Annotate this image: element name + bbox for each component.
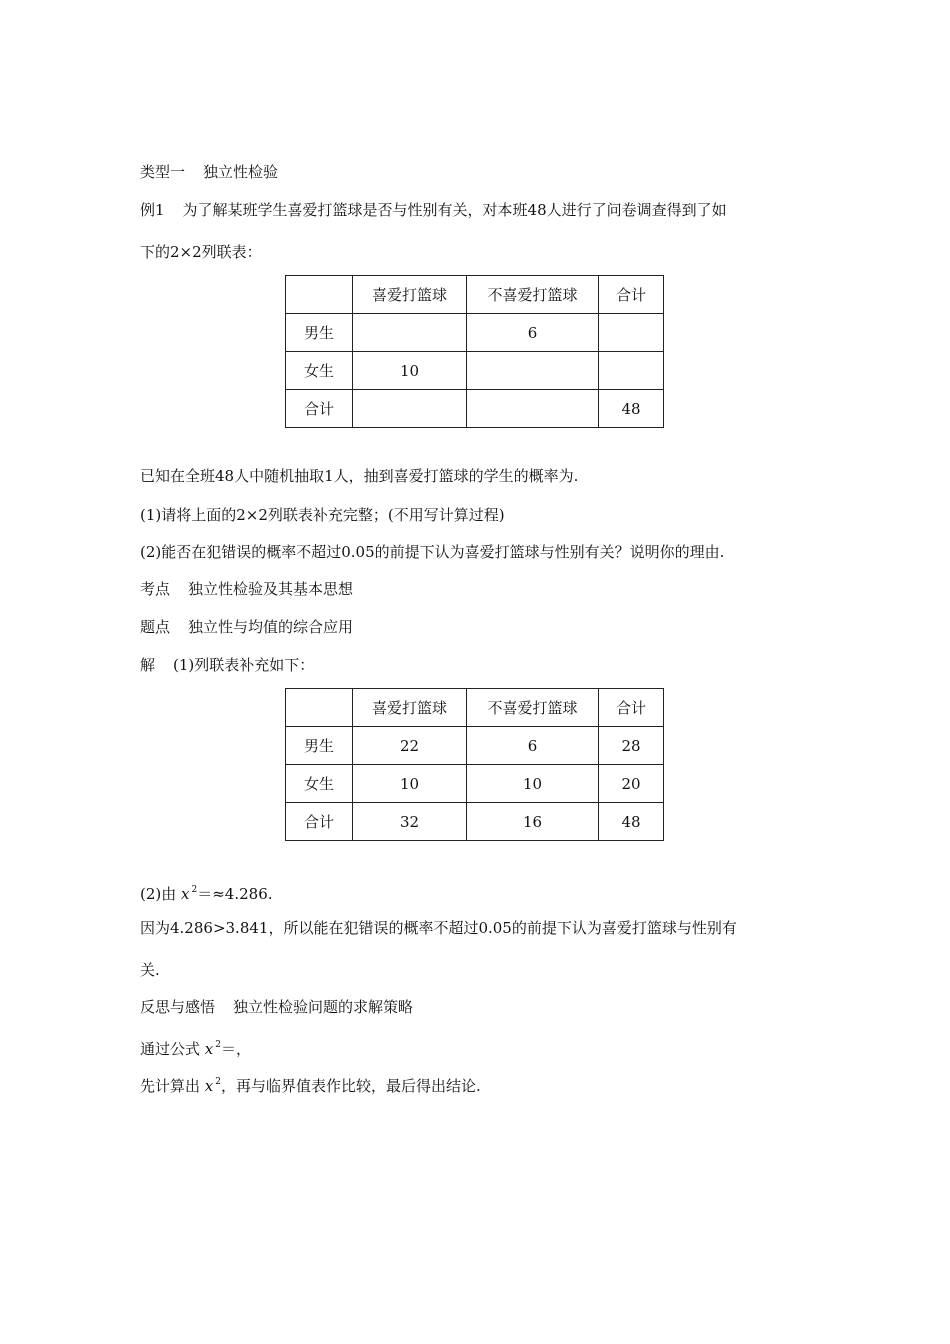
chi-square-symbol: x (204, 1077, 214, 1095)
table-cell (467, 352, 599, 390)
last-rest: ，再与临界值表作比较，最后得出结论. (221, 1077, 481, 1095)
table-cell (599, 314, 664, 352)
table-cell: 10 (353, 765, 467, 803)
because-line-cont: 关. (140, 961, 160, 979)
solution-text: (1)列联表补充如下： (173, 656, 315, 674)
table-cell: 10 (467, 765, 599, 803)
table-cell: 合计 (286, 803, 353, 841)
table-cell: 20 (599, 765, 664, 803)
table-cell: 不喜爱打篮球 (467, 689, 599, 727)
table-cell: 女生 (286, 352, 353, 390)
table-cell: 16 (467, 803, 599, 841)
table-cell: 合计 (599, 689, 664, 727)
tidian-label: 题点 (140, 618, 171, 636)
table-cell: 6 (467, 727, 599, 765)
formula-line (140, 1035, 251, 1059)
table-cell: 合计 (286, 390, 353, 428)
table-cell: 22 (353, 727, 467, 765)
example-intro (140, 200, 727, 220)
chi-square-symbol: x (181, 885, 190, 903)
exponent: 2 (191, 885, 198, 895)
table-cell (286, 276, 353, 314)
table-cell: 合计 (599, 276, 664, 314)
chi-square-symbol: x (204, 1040, 214, 1058)
example-label: 例1 (140, 201, 165, 219)
table-cell: 女生 (286, 765, 353, 803)
table-cell: 男生 (286, 314, 353, 352)
kaodian-line (140, 579, 353, 599)
table-cell (353, 314, 467, 352)
reflect-text: 独立性检验问题的求解策略 (233, 998, 414, 1016)
section-heading (140, 162, 278, 182)
table-cell (353, 390, 467, 428)
kaodian-text: 独立性检验及其基本思想 (188, 580, 354, 598)
table-row (286, 803, 664, 841)
table-cell: 32 (353, 803, 467, 841)
table-cell (467, 390, 599, 428)
table-cell: 不喜爱打篮球 (467, 276, 599, 314)
step2-line (140, 880, 273, 904)
table-cell: 喜爱打篮球 (353, 689, 467, 727)
table-cell: 28 (599, 727, 664, 765)
last-line (140, 1072, 481, 1096)
table-cell (286, 689, 353, 727)
step2-prefix: (2)由 (140, 885, 177, 903)
formula-prefix: 通过公式 (140, 1040, 201, 1058)
table-row (286, 727, 664, 765)
section-label: 类型一 (140, 163, 186, 181)
last-prefix: 先计算出 (140, 1077, 201, 1095)
table-cell: 男生 (286, 727, 353, 765)
table-row (286, 314, 664, 352)
exponent: 2 (215, 1040, 221, 1050)
question-2: (2)能否在犯错误的概率不超过0.05的前提下认为喜爱打篮球与性别有关？说明你的理由. (140, 543, 725, 561)
table-row (286, 390, 664, 428)
contingency-table-blank (285, 275, 664, 428)
step2-rest: ＝≈4.286. (197, 885, 273, 903)
table-row (286, 352, 664, 390)
table-header-row (286, 689, 664, 727)
formula-rest: ＝， (221, 1040, 252, 1058)
question-1: (1)请将上面的2×2列联表补充完整；(不用写计算过程) (140, 506, 505, 524)
table-header-row (286, 276, 664, 314)
because-line: 因为4.286>3.841，所以能在犯错误的概率不超过0.05的前提下认为喜爱打篮球与性别有 (140, 919, 737, 937)
kaodian-label: 考点 (140, 580, 171, 598)
example-text-cont: 下的2×2列联表： (140, 243, 262, 261)
table-row (286, 765, 664, 803)
example-text: 为了解某班学生喜爱打篮球是否与性别有关，对本班48人进行了问卷调查得到了如 (182, 201, 727, 219)
table-cell: 喜爱打篮球 (353, 276, 467, 314)
reflect-label: 反思与感悟 (140, 998, 216, 1016)
section-title: 独立性检验 (203, 163, 279, 181)
tidian-line (140, 617, 353, 637)
table-cell: 6 (467, 314, 599, 352)
table-cell: 10 (353, 352, 467, 390)
solution-label: 解 (140, 656, 156, 674)
contingency-table-filled (285, 688, 664, 841)
table-cell: 48 (599, 803, 664, 841)
tidian-text: 独立性与均值的综合应用 (188, 618, 354, 636)
solution-line (140, 655, 314, 675)
given-text: 已知在全班48人中随机抽取1人，抽到喜爱打篮球的学生的概率为. (140, 467, 579, 485)
table-cell: 48 (599, 390, 664, 428)
reflect-line (140, 997, 413, 1017)
table-cell (599, 352, 664, 390)
exponent: 2 (215, 1077, 221, 1087)
